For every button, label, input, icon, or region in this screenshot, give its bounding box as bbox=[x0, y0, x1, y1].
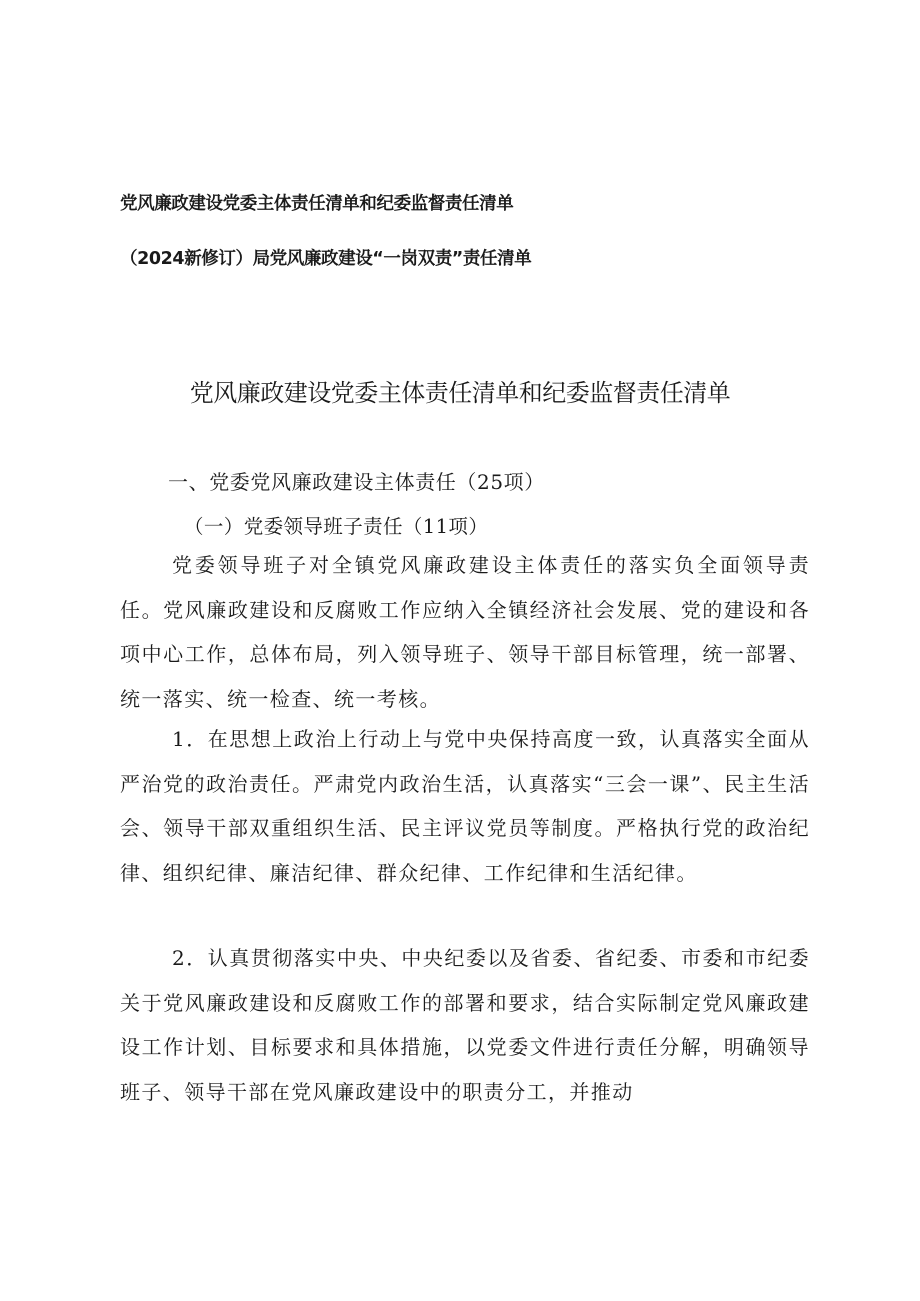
paragraph-item-1: 1．在思想上政治上行动上与党中央保持高度一致，认真落实全面从严治党的政治责任。严肃党内政治生活，认真落实“三会一课”、民主生活会、领导干部双重组织生活、民主评议党员等制度。严格执行党的政治纪律、组织纪律、廉洁纪律、群众纪律、工作纪律和生活纪律。 bbox=[120, 727, 810, 885]
paragraph-intro: 党委领导班子对全镇党风廉政建设主体责任的落实负全面领导责任。党风廉政建设和反腐败工作应纳入全镇经济社会发展、党的建设和各项中心工作，总体布局，列入领导班子、领导干部目标管理，统一部署、统一落实、统一检查、统一考核。 bbox=[120, 553, 810, 711]
section-heading: 一、党委党风廉政建设主体责任（25项） bbox=[168, 470, 545, 494]
paragraph-item-2: 2．认真贯彻落实中央、中央纪委以及省委、省纪委、市委和市纪委关于党风廉政建设和反腐败工作的部署和要求，结合实际制定党风廉政建设工作计划、目标要求和具体措施，以党委文件进行责任分解，明确领导班子、领导干部在党风廉政建设中的职责分工，并推动 bbox=[120, 946, 810, 1104]
subsection-heading: （一）党委领导班子责任（11项） bbox=[184, 515, 489, 538]
pre-title-line-1: 党风廉政建设党委主体责任清单和纪委监督责任清单 bbox=[120, 194, 514, 214]
main-title: 党风廉政建设党委主体责任清单和纪委监督责任清单 bbox=[189, 379, 731, 407]
pre-title-line-2: （2024新修订）局党风廉政建设“一岗双责”责任清单 bbox=[120, 249, 532, 269]
